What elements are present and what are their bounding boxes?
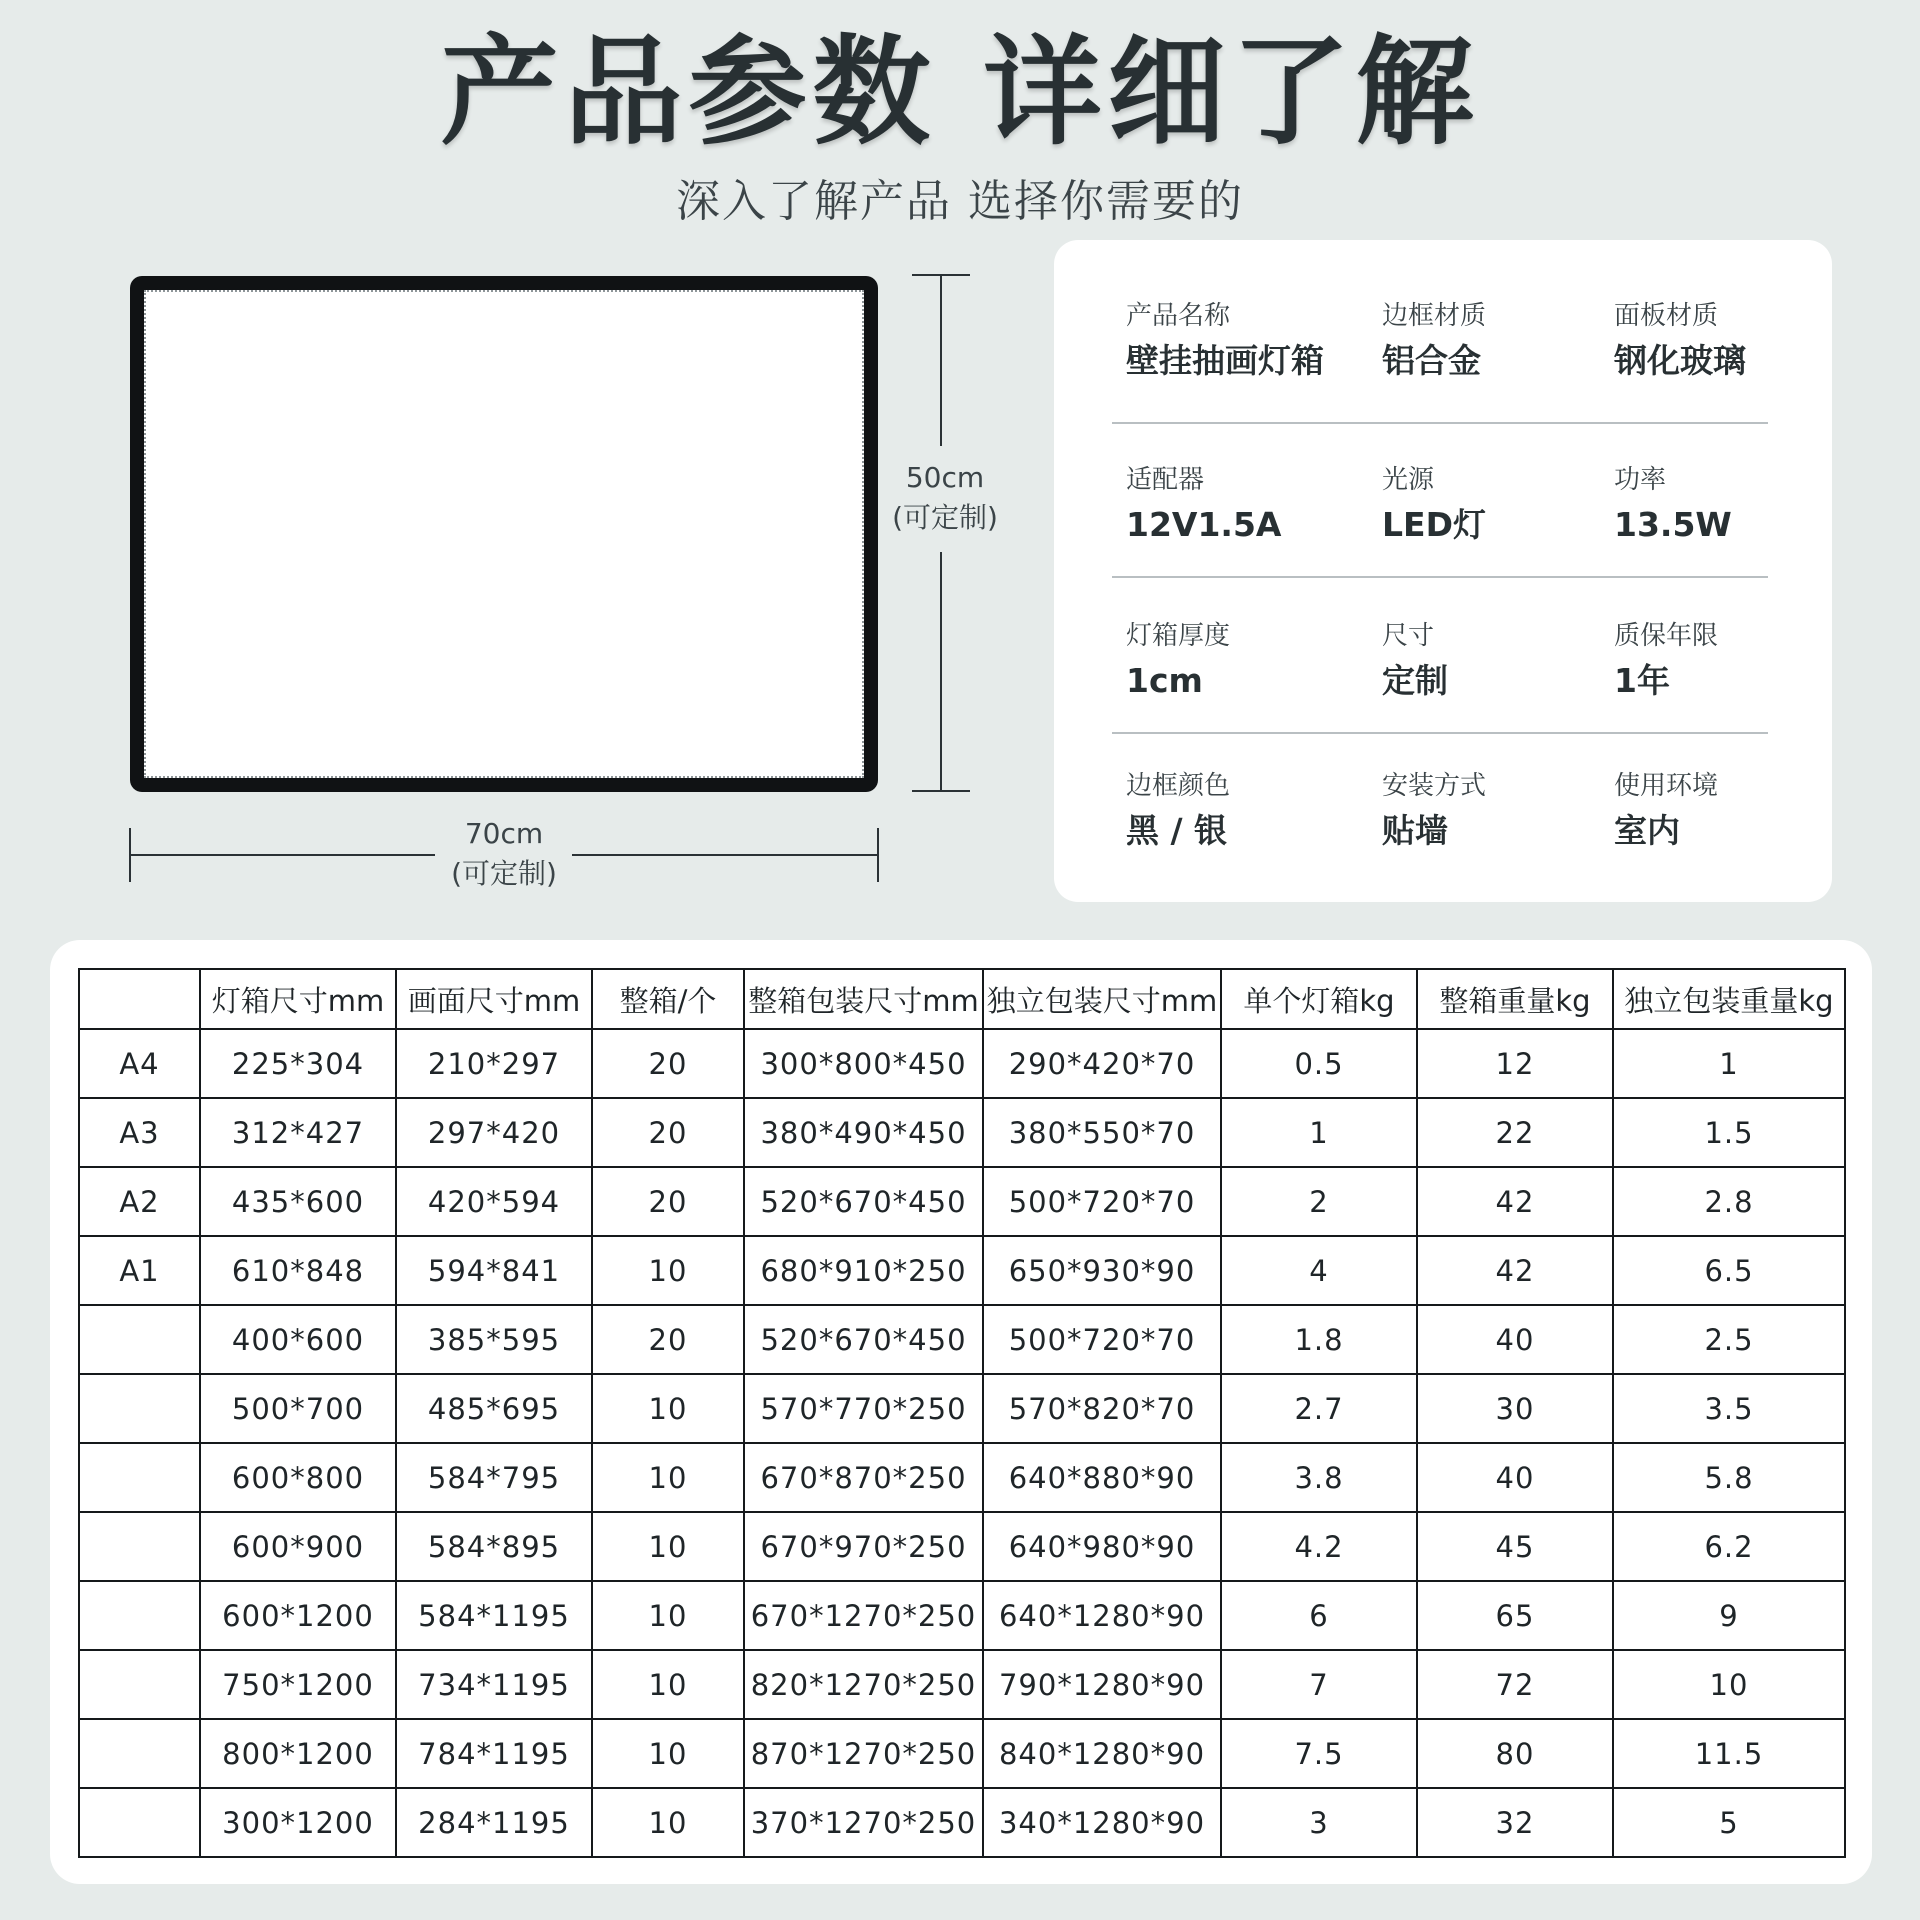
table-cell: 670*1270*250 bbox=[744, 1581, 983, 1650]
spec-divider bbox=[1112, 576, 1768, 578]
table-cell: 584*1195 bbox=[396, 1581, 592, 1650]
table-cell: 840*1280*90 bbox=[983, 1719, 1221, 1788]
page-subtitle: 深入了解产品 选择你需要的 bbox=[676, 176, 1244, 227]
table-cell: 750*1200 bbox=[200, 1650, 396, 1719]
width-dimension-note: (可定制) bbox=[451, 857, 557, 890]
spec-label: 使用环境 bbox=[1614, 771, 1719, 801]
table-cell bbox=[79, 1788, 200, 1857]
table-row bbox=[79, 1650, 1845, 1719]
table-cell: 1.8 bbox=[1221, 1305, 1417, 1374]
spec-value: 13.5W bbox=[1614, 505, 1732, 544]
table-cell: 600*900 bbox=[200, 1512, 396, 1581]
width-dimension-right-tick bbox=[877, 828, 879, 882]
spec-card bbox=[1054, 240, 1832, 902]
table-cell: 340*1280*90 bbox=[983, 1788, 1221, 1857]
table-cell: 1.5 bbox=[1613, 1098, 1845, 1167]
table-cell: 10 bbox=[1613, 1650, 1845, 1719]
table-body bbox=[79, 1029, 1845, 1857]
table-row bbox=[79, 1305, 1845, 1374]
table-cell: 420*594 bbox=[396, 1167, 592, 1236]
table-cell: 570*820*70 bbox=[983, 1374, 1221, 1443]
table-cell: 2 bbox=[1221, 1167, 1417, 1236]
table-cell: 4.2 bbox=[1221, 1512, 1417, 1581]
table-header-cell: 整箱/个 bbox=[592, 969, 744, 1029]
table-cell: 680*910*250 bbox=[744, 1236, 983, 1305]
table-cell: 12 bbox=[1417, 1029, 1613, 1098]
spec-item-frame-color bbox=[1126, 768, 1230, 854]
table-header-row bbox=[79, 969, 1845, 1029]
spec-value: 室内 bbox=[1614, 811, 1680, 850]
table-cell bbox=[79, 1512, 200, 1581]
table-row bbox=[79, 1788, 1845, 1857]
table-cell: 640*880*90 bbox=[983, 1443, 1221, 1512]
table-cell: 6.2 bbox=[1613, 1512, 1845, 1581]
spec-value: LED灯 bbox=[1382, 505, 1486, 544]
table-cell: 65 bbox=[1417, 1581, 1613, 1650]
table-cell: 520*670*450 bbox=[744, 1305, 983, 1374]
spec-value: 1cm bbox=[1126, 661, 1203, 700]
table-cell: 584*795 bbox=[396, 1443, 592, 1512]
table-cell: 870*1270*250 bbox=[744, 1719, 983, 1788]
table-cell: 20 bbox=[592, 1098, 744, 1167]
table-cell: 7.5 bbox=[1221, 1719, 1417, 1788]
table-cell: 520*670*450 bbox=[744, 1167, 983, 1236]
table-cell: 3 bbox=[1221, 1788, 1417, 1857]
spec-label: 尺寸 bbox=[1382, 621, 1435, 651]
spec-item-power bbox=[1614, 462, 1732, 548]
table-cell: 10 bbox=[592, 1788, 744, 1857]
height-dimension-line-lower bbox=[940, 552, 942, 792]
table-cell: 610*848 bbox=[200, 1236, 396, 1305]
spec-label: 面板材质 bbox=[1614, 301, 1719, 331]
table-cell: 20 bbox=[592, 1167, 744, 1236]
table-cell: A3 bbox=[79, 1098, 200, 1167]
height-dimension-note: (可定制) bbox=[892, 501, 998, 534]
table-cell: 640*980*90 bbox=[983, 1512, 1221, 1581]
table-cell: 10 bbox=[592, 1512, 744, 1581]
spec-item-panel-material bbox=[1614, 298, 1746, 384]
table-cell: 42 bbox=[1417, 1236, 1613, 1305]
table-cell: 297*420 bbox=[396, 1098, 592, 1167]
table-row bbox=[79, 1581, 1845, 1650]
table-cell: 32 bbox=[1417, 1788, 1613, 1857]
table-cell: 10 bbox=[592, 1650, 744, 1719]
table-row bbox=[79, 1443, 1845, 1512]
table-cell: 42 bbox=[1417, 1167, 1613, 1236]
table-cell bbox=[79, 1581, 200, 1650]
spec-value: 钢化玻璃 bbox=[1614, 341, 1746, 380]
table-cell: 6 bbox=[1221, 1581, 1417, 1650]
table-header-cell: 整箱包装尺寸mm bbox=[744, 969, 983, 1029]
table-header-cell: 单个灯箱kg bbox=[1221, 969, 1417, 1029]
spec-label: 边框材质 bbox=[1382, 301, 1487, 331]
table-cell: 784*1195 bbox=[396, 1719, 592, 1788]
table-cell bbox=[79, 1650, 200, 1719]
table-cell: 500*720*70 bbox=[983, 1305, 1221, 1374]
table-header-cell bbox=[79, 969, 200, 1029]
spec-label: 灯箱厚度 bbox=[1126, 621, 1231, 651]
spec-item-product-name bbox=[1126, 298, 1324, 384]
table-cell: 790*1280*90 bbox=[983, 1650, 1221, 1719]
table-cell: 10 bbox=[592, 1374, 744, 1443]
table-cell: 210*297 bbox=[396, 1029, 592, 1098]
table-row bbox=[79, 1029, 1845, 1098]
width-dimension-value: 70cm bbox=[464, 817, 544, 850]
width-dimension-label bbox=[430, 814, 578, 894]
table-cell: 650*930*90 bbox=[983, 1236, 1221, 1305]
table-cell bbox=[79, 1305, 200, 1374]
spec-value: 黑 / 银 bbox=[1126, 811, 1228, 850]
height-dimension-line-upper bbox=[940, 274, 942, 446]
table-cell: 45 bbox=[1417, 1512, 1613, 1581]
table-cell: 225*304 bbox=[200, 1029, 396, 1098]
spec-item-frame-material bbox=[1382, 298, 1486, 384]
table-cell: 10 bbox=[592, 1581, 744, 1650]
table-cell: 570*770*250 bbox=[744, 1374, 983, 1443]
size-table-card bbox=[50, 940, 1872, 1884]
table-cell: 584*895 bbox=[396, 1512, 592, 1581]
table-cell: 2.8 bbox=[1613, 1167, 1845, 1236]
table-cell: 10 bbox=[592, 1443, 744, 1512]
table-cell: 2.7 bbox=[1221, 1374, 1417, 1443]
table-cell: 30 bbox=[1417, 1374, 1613, 1443]
height-dimension-bottom-cap bbox=[912, 790, 970, 792]
table-cell: 385*595 bbox=[396, 1305, 592, 1374]
table-cell: 4 bbox=[1221, 1236, 1417, 1305]
width-dimension-line-left bbox=[130, 854, 435, 856]
table-cell: 380*490*450 bbox=[744, 1098, 983, 1167]
table-cell: 10 bbox=[592, 1719, 744, 1788]
spec-value: 壁挂抽画灯箱 bbox=[1126, 341, 1324, 380]
table-cell: 72 bbox=[1417, 1650, 1613, 1719]
table-header-cell: 独立包装尺寸mm bbox=[983, 969, 1221, 1029]
spec-label: 安装方式 bbox=[1382, 771, 1487, 801]
table-cell: 40 bbox=[1417, 1305, 1613, 1374]
spec-label: 功率 bbox=[1614, 465, 1667, 495]
table-cell: 290*420*70 bbox=[983, 1029, 1221, 1098]
table-cell: 312*427 bbox=[200, 1098, 396, 1167]
height-dimension-value: 50cm bbox=[905, 461, 985, 494]
table-cell: 500*700 bbox=[200, 1374, 396, 1443]
table-cell: A4 bbox=[79, 1029, 200, 1098]
table-cell: 370*1270*250 bbox=[744, 1788, 983, 1857]
table-row bbox=[79, 1236, 1845, 1305]
spec-label: 质保年限 bbox=[1614, 621, 1719, 651]
table-cell: 2.5 bbox=[1613, 1305, 1845, 1374]
table-cell: 5 bbox=[1613, 1788, 1845, 1857]
table-cell: 10 bbox=[592, 1236, 744, 1305]
spec-divider bbox=[1112, 422, 1768, 424]
spec-divider bbox=[1112, 732, 1768, 734]
table-cell: A1 bbox=[79, 1236, 200, 1305]
table-cell: 435*600 bbox=[200, 1167, 396, 1236]
light-box-panel bbox=[144, 290, 864, 778]
table-cell: 600*1200 bbox=[200, 1581, 396, 1650]
table-cell: 820*1270*250 bbox=[744, 1650, 983, 1719]
spec-item-light-source bbox=[1382, 462, 1486, 548]
spec-value: 1年 bbox=[1614, 661, 1670, 700]
table-cell bbox=[79, 1443, 200, 1512]
table-row bbox=[79, 1167, 1845, 1236]
spec-item-warranty bbox=[1614, 618, 1718, 704]
table-cell: 400*600 bbox=[200, 1305, 396, 1374]
spec-label: 产品名称 bbox=[1126, 301, 1231, 331]
table-cell: 485*695 bbox=[396, 1374, 592, 1443]
table-cell: 734*1195 bbox=[396, 1650, 592, 1719]
spec-value: 铝合金 bbox=[1382, 341, 1481, 380]
spec-label: 适配器 bbox=[1126, 465, 1205, 495]
table-cell: 300*800*450 bbox=[744, 1029, 983, 1098]
table-cell: 500*720*70 bbox=[983, 1167, 1221, 1236]
table-cell: 600*800 bbox=[200, 1443, 396, 1512]
table-header-cell: 灯箱尺寸mm bbox=[200, 969, 396, 1029]
table-cell: 11.5 bbox=[1613, 1719, 1845, 1788]
table-cell: 3.5 bbox=[1613, 1374, 1845, 1443]
table-cell: 0.5 bbox=[1221, 1029, 1417, 1098]
spec-value: 贴墙 bbox=[1382, 811, 1448, 850]
table-row bbox=[79, 1098, 1845, 1167]
table-row bbox=[79, 1512, 1845, 1581]
table-cell: 5.8 bbox=[1613, 1443, 1845, 1512]
table-cell: 20 bbox=[592, 1305, 744, 1374]
table-cell: 80 bbox=[1417, 1719, 1613, 1788]
table-cell: 7 bbox=[1221, 1650, 1417, 1719]
spec-label: 光源 bbox=[1382, 465, 1435, 495]
table-cell: 1 bbox=[1613, 1029, 1845, 1098]
table-cell: 1 bbox=[1221, 1098, 1417, 1167]
table-cell bbox=[79, 1374, 200, 1443]
table-cell: 670*970*250 bbox=[744, 1512, 983, 1581]
table-header-cell: 整箱重量kg bbox=[1417, 969, 1613, 1029]
page-title: 产品参数 详细了解 bbox=[440, 23, 1480, 161]
table-cell: 22 bbox=[1417, 1098, 1613, 1167]
table-header-cell: 画面尺寸mm bbox=[396, 969, 592, 1029]
spec-item-thickness bbox=[1126, 618, 1230, 704]
height-dimension-label bbox=[870, 458, 1020, 538]
spec-item-size bbox=[1382, 618, 1448, 704]
spec-label: 边框颜色 bbox=[1126, 771, 1231, 801]
table-cell: 670*870*250 bbox=[744, 1443, 983, 1512]
table-cell bbox=[79, 1719, 200, 1788]
spec-value: 12V1.5A bbox=[1126, 505, 1282, 544]
spec-item-environment bbox=[1614, 768, 1718, 854]
table-header-cell: 独立包装重量kg bbox=[1613, 969, 1845, 1029]
table-cell: 594*841 bbox=[396, 1236, 592, 1305]
table-cell: 300*1200 bbox=[200, 1788, 396, 1857]
spec-value: 定制 bbox=[1382, 661, 1448, 700]
light-box-frame-illustration bbox=[130, 276, 878, 792]
table-cell: 20 bbox=[592, 1029, 744, 1098]
table-cell: 380*550*70 bbox=[983, 1098, 1221, 1167]
spec-item-adapter bbox=[1126, 462, 1281, 548]
table-cell: 800*1200 bbox=[200, 1719, 396, 1788]
table-cell: 3.8 bbox=[1221, 1443, 1417, 1512]
table-cell: 40 bbox=[1417, 1443, 1613, 1512]
table-cell: A2 bbox=[79, 1167, 200, 1236]
table-row bbox=[79, 1374, 1845, 1443]
table-row bbox=[79, 1719, 1845, 1788]
spec-item-installation bbox=[1382, 768, 1486, 854]
table-cell: 9 bbox=[1613, 1581, 1845, 1650]
size-table bbox=[78, 968, 1846, 1858]
table-cell: 6.5 bbox=[1613, 1236, 1845, 1305]
table-cell: 284*1195 bbox=[396, 1788, 592, 1857]
width-dimension-line-right bbox=[572, 854, 878, 856]
table-cell: 640*1280*90 bbox=[983, 1581, 1221, 1650]
